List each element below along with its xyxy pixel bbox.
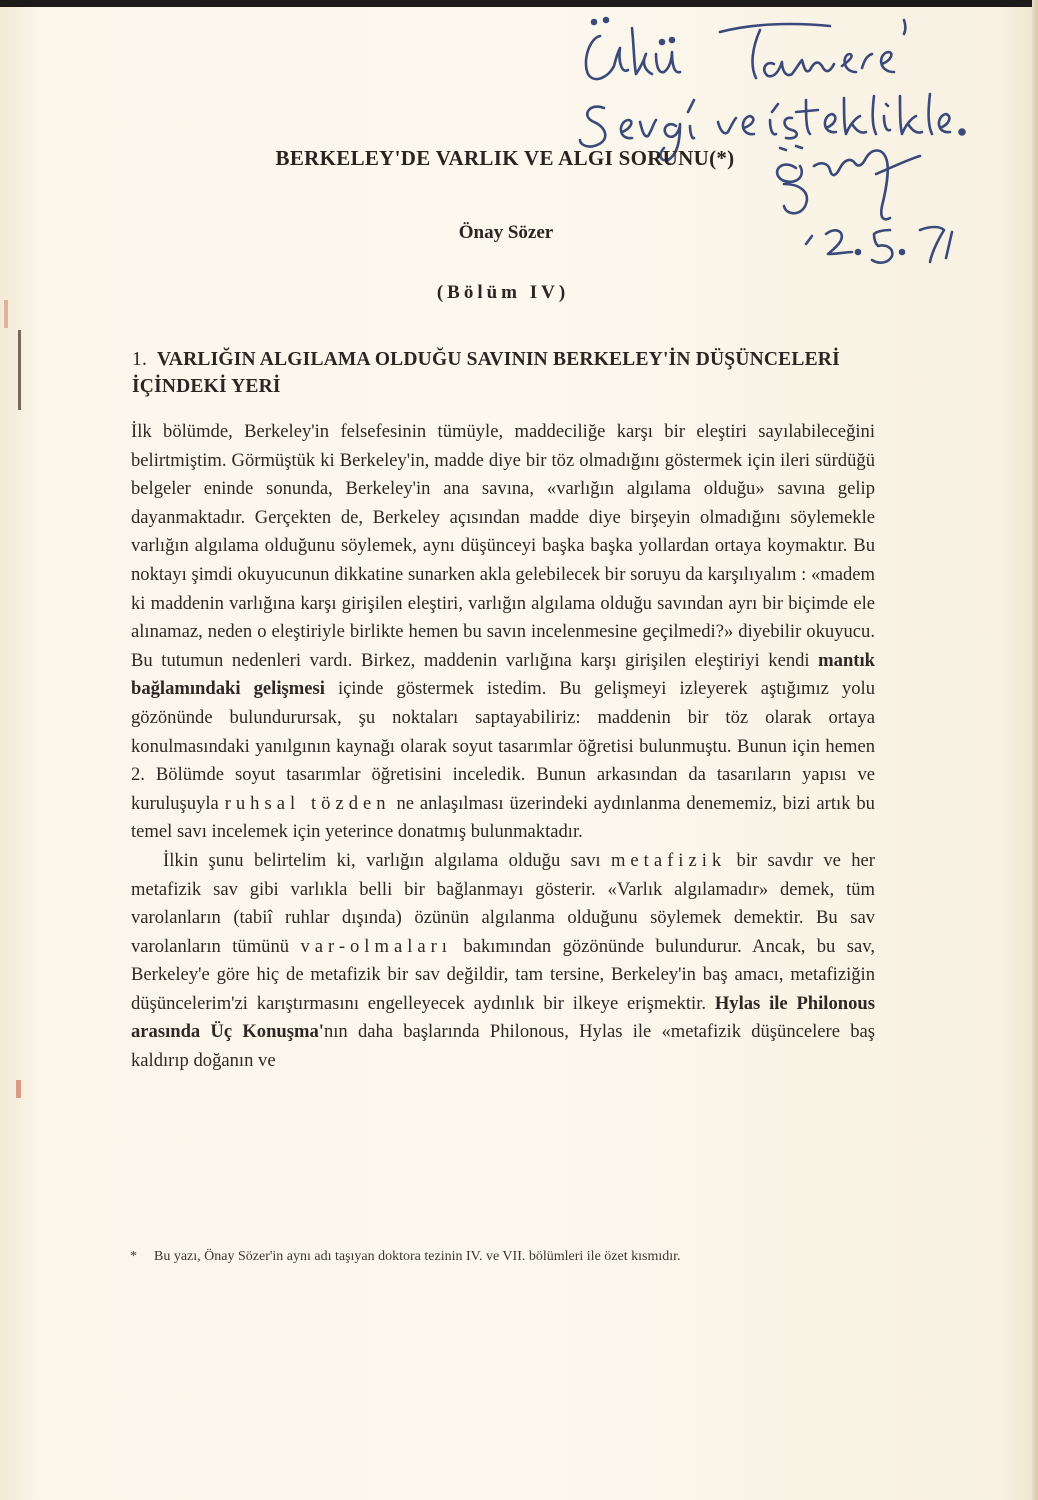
work-title: Hylas ile Philonous arasında Üç Konuşma' (131, 992, 875, 1043)
footnote (130, 1246, 870, 1268)
section-heading (132, 346, 882, 400)
bold-phrase: mantık bağlamındaki gelişmesi (131, 649, 875, 700)
body-text (131, 418, 875, 1076)
binding-mark (4, 300, 8, 328)
paragraph: İlk bölümde, Berkeley'in felsefesinin tümüyle, maddeciliğe karşı bir eleştiri sayılabileceğini belirtmiştim. Görmüştük ki Berkeley'in, madde diye bir töz olmadığını göstermek için ileri sürdüğü belgeler eninde sonunda, Berkeley'in ana savına, «varlığın algılama olduğu» savına gelip dayanmaktadır. Gerçekten de, Berkeley açısından madde diye birşeyin olmadığını söylemekle varlığın algılama olduğunu söylemek, aynı düşünceyi başka başka yollardan ortaya koymaktır. Bu noktayı şimdi okuyucunun dikkatine sunarken akla gelebilecek bir soruyu da karşılıyalım : «madem ki maddenin varlığına karşı girişilen eleştiri, varlığın algılama olduğu savından ayrı bir biçimde ele alınamaz, neden o eleştiriyle birlikte hemen bu savın incelenmesine geçilmedi?» diyebilir okuyucu. Bu tutumun nedenleri vardı. Birkez, maddenin varlığına karşı girişilen eleştiriyi kendi mantık bağlamındaki gelişmesi içinde göstermek istedim. Bu gelişmeyi izleyerek aştığımız yolu gözönünde bulundurursak, şu noktaları saptayabiliriz: maddenin bir töz olarak ortaya konulmasındaki yanılgının kaynağı olarak soyut tasarımlar öğretisi bulunmuştu. Bunun için hemen 2. Bölümde soyut tasarımlar öğretisini inceledik. Bunun arkasından da tasarıların yapısı ve kuruluşuyla ruhsal tözden ne anlaşılması üzerindeki aydınlanma denememiz, bizi artık bu temel savı incelemek için yeterince donatmış bulunmaktadır. (131, 421, 875, 843)
page-top-edge (0, 0, 1038, 7)
heading-number: 1. (132, 349, 148, 370)
paragraph: İlkin şunu belirtelim ki, varlığın algılama olduğu savı metafizik bir savdır ve her metafizik sav gibi varlıkla belli bir bağlanmayı gösterir. «Varlık algılamadır» demek, tüm varolanların (tabiî ruhlar dışında) özünün algılanma olduğunu söylemek demektir. Bu sav varolanların tümünü var-olmaları bakımından gözönünde bulundurur. Ancak, bu sav, Berkeley'e göre hiç de metafizik bir sav değildir, tam tersine, Berkeley'in baş amacı, metafiziğin düşüncelerim'zi karıştırmasını engelleyecek aydınlık bir ilkeye erişmektir. Hylas ile Philonous arasında Üç Konuşma'nın daha başlarında Philonous, Hylas ile «metafizik düşüncelere baş kaldırıp doğanın ve (131, 849, 875, 1072)
author-name: Önay Sözer (458, 222, 554, 243)
spaced-word: var-olmaları (300, 935, 452, 957)
binding-mark (16, 1080, 21, 1098)
section-label: (Bölüm IV) (436, 282, 570, 303)
binding-mark (18, 330, 21, 410)
footnote-marker: * (130, 1249, 137, 1264)
spaced-word: metafizik (610, 849, 727, 871)
spaced-phrase: ruhsal tözden (224, 792, 391, 814)
article-title: BERKELEY'DE VARLIK VE ALGI SORUNU(*) (275, 146, 735, 170)
footnote-text: Bu yazı, Önay Sözer'in aynı adı taşıyan doktora tezinin IV. ve VII. bölümleri ile özet kısmıdır. (154, 1249, 681, 1264)
heading-text: VARLIĞIN ALGILAMA OLDUĞU SAVININ BERKELEY'İN DÜŞÜNCELERİ İÇİNDEKİ YERİ (132, 349, 840, 397)
